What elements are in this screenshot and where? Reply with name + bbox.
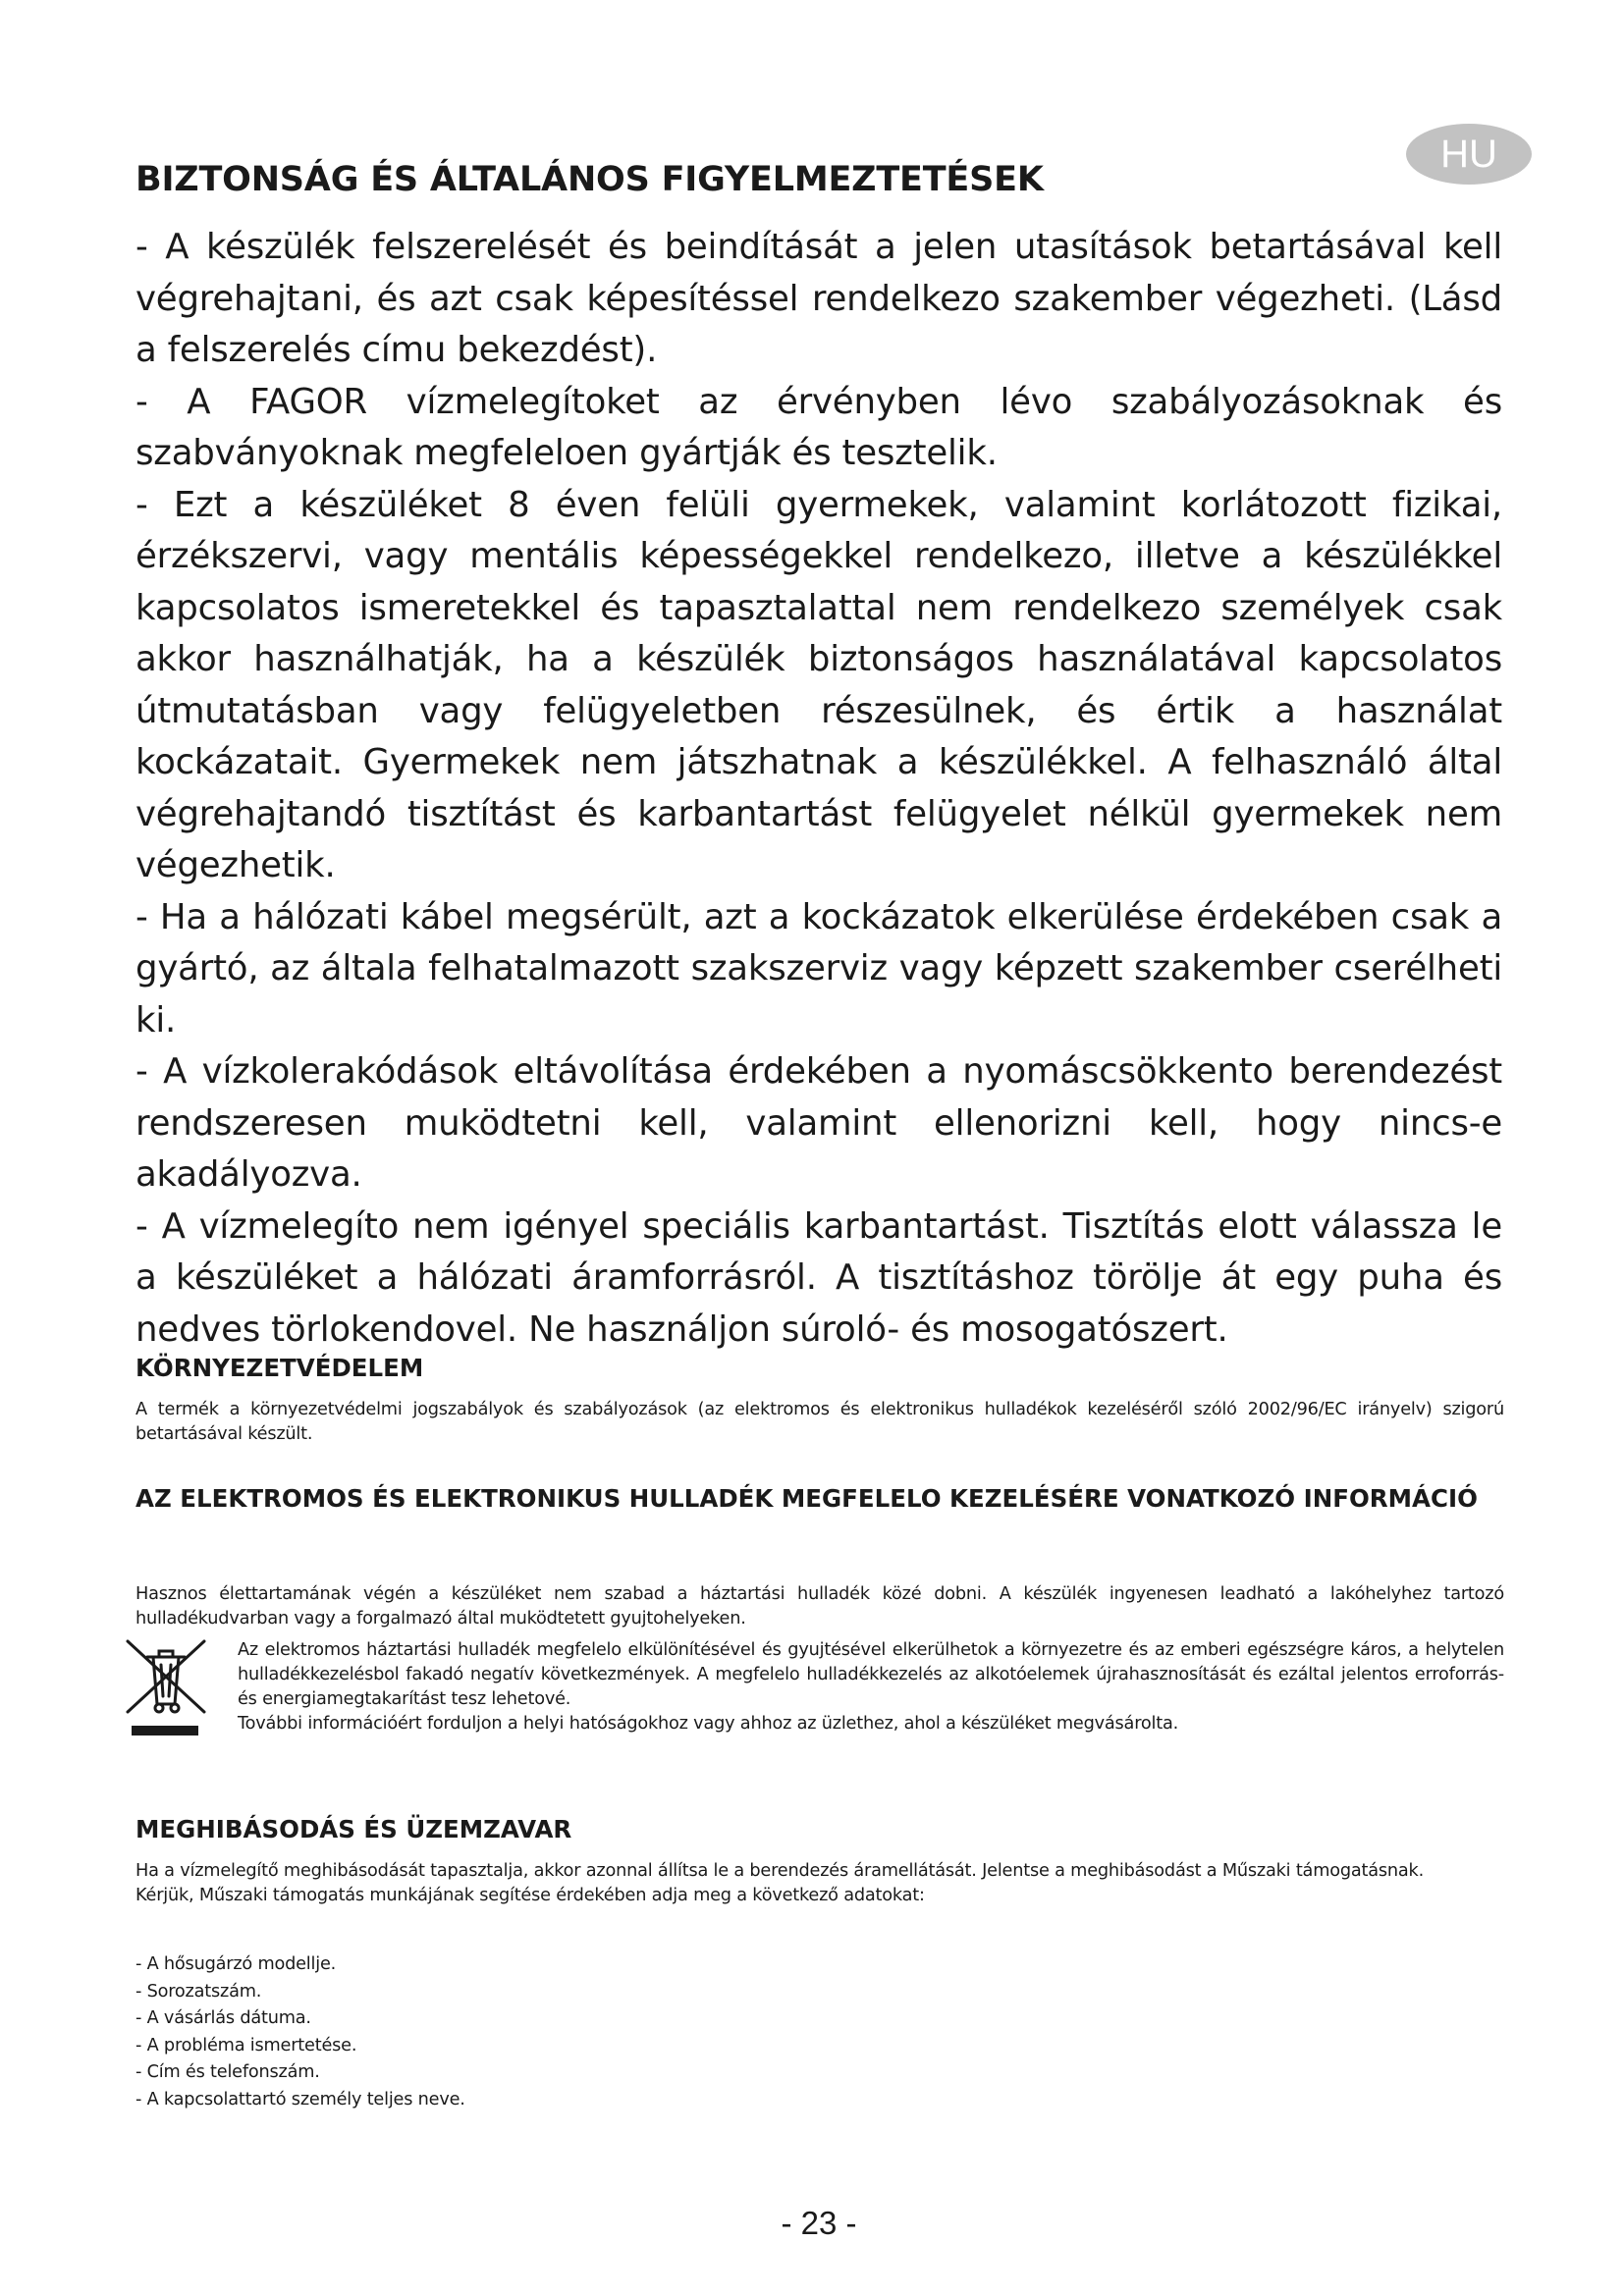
safety-paragraph: - Ha a hálózati kábel megsérült, azt a kockázatok elkerülése érdekében csak a gyártó, az általa felhatalmazott szakszerviz vagy képzett szakember cserélheti ki. [135, 896, 1502, 1041]
list-item: - A kapcsolattartó személy teljes neve. [135, 2089, 465, 2109]
crossed-bin-icon [122, 1635, 210, 1743]
safety-paragraph: - A vízmelegíto nem igényel speciális karbantartást. Tisztítás elott válassza le a készüléket a hálózati áramforrásról. A tisztításhoz törölje át egy puha és nedves törlokendovel. Ne használjon súroló- és mosogatószert. [135, 1205, 1502, 1350]
fault-data-list [135, 1951, 465, 2113]
fault-instructions: Ha a vízmelegítő meghibásodását tapasztalja, akkor azonnal állítsa le a berendezés áramellátását. Jelentse a meghibásodást a Műszaki támogatásnak. [135, 1861, 1425, 1881]
safety-paragraph: - A FAGOR vízmelegítoket az érvényben lévo szabályozásoknak és szabványoknak megfeleloen gyártják és tesztelik. [135, 381, 1502, 473]
environment-heading: KÖRNYEZETVÉDELEM [135, 1354, 424, 1382]
fault-heading: MEGHIBÁSODÁS ÉS ÜZEMZAVAR [135, 1815, 572, 1843]
weee-heading: AZ ELEKTROMOS ÉS ELEKTRONIKUS HULLADÉK MEGFELELO KEZELÉSÉRE VONATKOZÓ INFORMÁCIÓ [135, 1484, 1478, 1513]
list-item: - Sorozatszám. [135, 1981, 262, 2002]
fault-text [135, 1859, 1504, 1907]
list-item: - A hősugárzó modellje. [135, 1954, 337, 1974]
language-badge: HU [1406, 124, 1532, 185]
environment-text: A termék a környezetvédelmi jogszabályok és szabályozások (az elektromos és elektronikus hulladékok kezeléséről szóló 2002/96/EC irányelv) szigorú betartásával készült. [135, 1400, 1504, 1444]
safety-paragraph: - A vízkolerakódások eltávolítása érdekében a nyomáscsökkento berendezést rendszeresen muködtetni kell, valamint ellenorizni kell, hogy nincs-e akadályozva. [135, 1051, 1502, 1195]
weee-details [238, 1638, 1504, 1736]
safety-paragraph: - Ezt a készüléket 8 éven felüli gyermekek, valamint korlátozott fizikai, érzékszervi, vagy mentális képességekkel rendelkezo, illetve a készülékkel kapcsolatos ismeretekkel és tapasztalattal nem rendelkezo személyek csak akkor használhatják, ha a készülék biztonságos használatával kapcsolatos útmutatásban vagy felügyeletben részesülnek, és értik a használat kockázatait. Gyermekek nem játszhatnak a készülékkel. A felhasználó által végrehajtandó tisztítást és karbantartást felügyelet nélkül gyermekek nem végezhetik. [135, 484, 1502, 885]
weee-intro: Hasznos élettartamának végén a készüléket nem szabad a háztartási hulladék közé dobni. A készülék ingyenesen leadható a lakóhelyhez tartozó hulladékudvarban vagy a forgalmazó által muködtetett gyujtohelyeken. [135, 1584, 1504, 1629]
main-heading: BIZTONSÁG ÉS ÁLTALÁNOS FIGYELMEZTETÉSEK [135, 160, 1044, 199]
fault-request: Kérjük, Műszaki támogatás munkájának segítése érdekében adja meg a következő adatokat: [135, 1885, 925, 1905]
weee-icon-text: Az elektromos háztartási hulladék megfelelo elkülönítésével és gyujtésével elkerülhetok a környezetre és az emberi egészségre káros, a helytelen hulladékkezelésbol fakadó negatív következmények. A megfelelo hulladékkezelés az alkotóelemek újrahasznosítását és ezáltal jelentos erroforrás- és energiamegtakarítást tesz lehetové. [238, 1640, 1504, 1709]
list-item: - A vásárlás dátuma. [135, 2008, 311, 2028]
page-number: - 23 - [781, 2205, 857, 2241]
list-item: - Cím és telefonszám. [135, 2062, 320, 2082]
safety-paragraph: - A készülék felszerelését és beindítását a jelen utasítások betartásával kell végrehajtani, és azt csak képesítéssel rendelkezo szakember végezheti. (Lásd a felszerelés címu bekezdést). [135, 227, 1502, 370]
safety-warnings [135, 222, 1502, 1356]
weee-more-info: További információért forduljon a helyi hatóságokhoz vagy ahhoz az üzlethez, ahol a készüléket megvásárolta. [238, 1713, 1179, 1734]
list-item: - A probléma ismertetése. [135, 2035, 357, 2056]
